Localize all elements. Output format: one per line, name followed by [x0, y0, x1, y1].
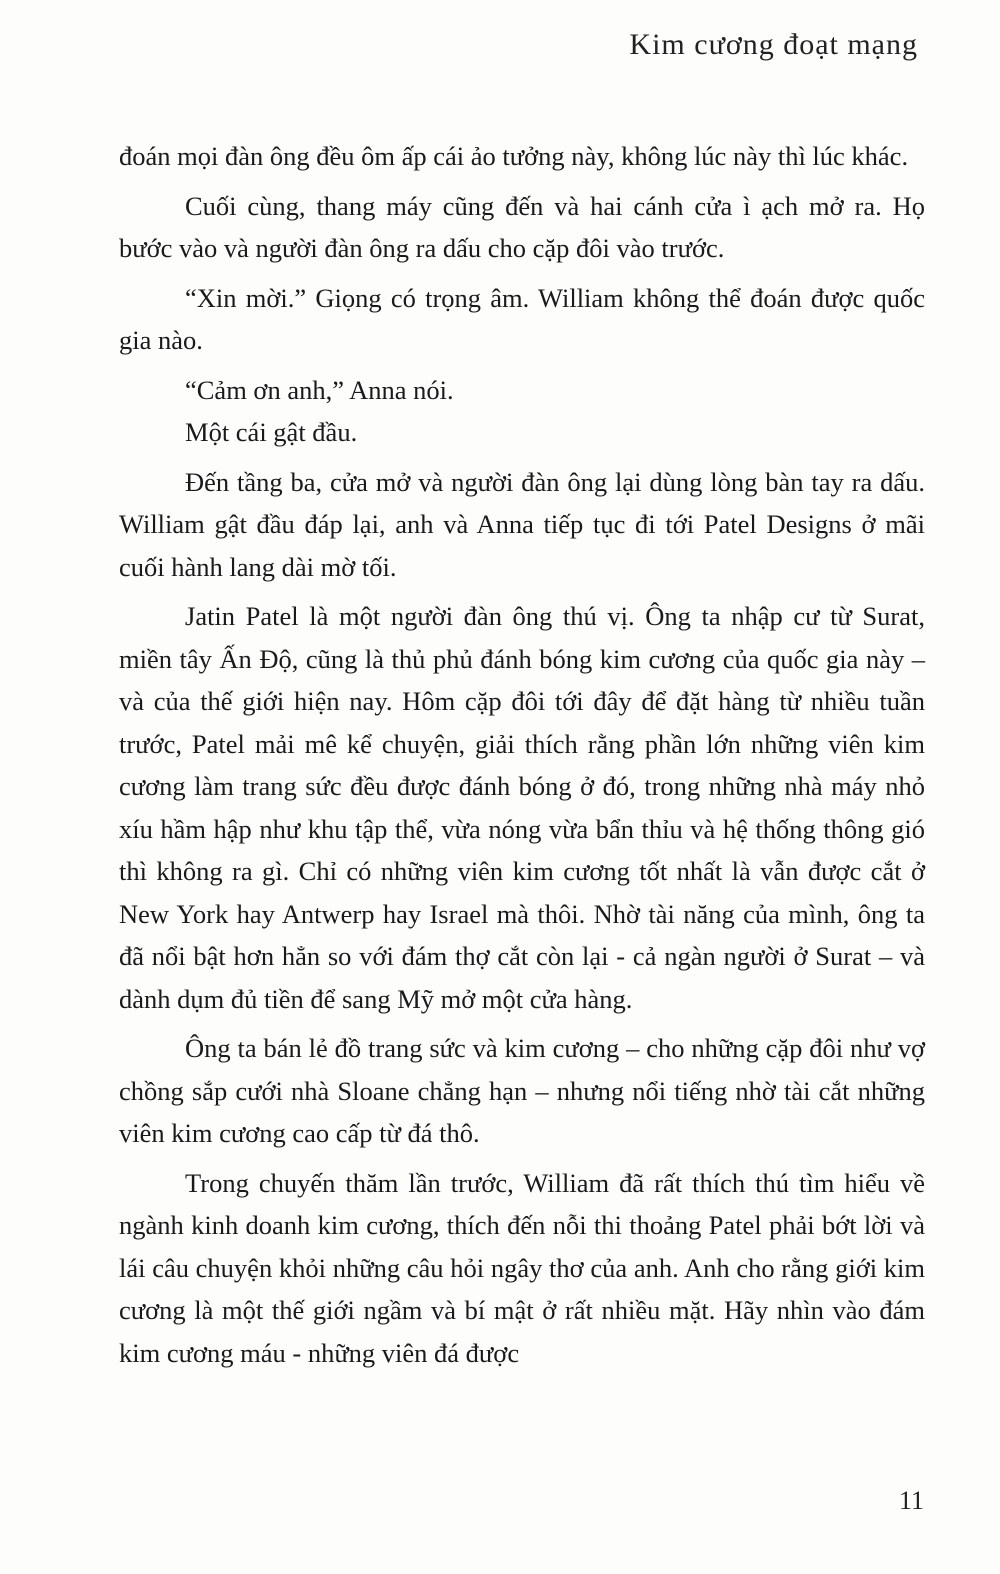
paragraph: đoán mọi đàn ông đều ôm ấp cái ảo tưởng này, không lúc này thì lúc khác. — [119, 141, 909, 171]
page-number: 11 — [898, 1486, 924, 1515]
paragraph: Đến tầng ba, cửa mở và người đàn ông lại dùng lòng bàn tay ra dấu. William gật đầu đáp lại, anh và Anna tiếp tục đi tới Patel Designs ở mãi cuối hành lang dài mờ tối. — [119, 466, 925, 582]
paragraph: “Xin mời.” Giọng có trọng âm. William không thể đoán được quốc gia nào. — [119, 282, 925, 355]
paragraph: Một cái gật đầu. — [185, 417, 358, 447]
paragraph: Cuối cùng, thang máy cũng đến và hai cánh cửa ì ạch mở ra. Họ bước vào và người đàn ông ra dấu cho cặp đôi vào trước. — [119, 190, 925, 263]
paragraph: Ông ta bán lẻ đồ trang sức và kim cương – cho những cặp đôi như vợ chồng sắp cưới nhà Sloane chẳng hạn – nhưng nổi tiếng nhờ tài cắt những viên kim cương cao cấp từ đá thô. — [119, 1033, 925, 1148]
paragraph: Jatin Patel là một người đàn ông thú vị. Ông ta nhập cư từ Surat, miền tây Ấn Độ, cũng là thủ phủ đánh bóng kim cương của quốc gia này – và của thế giới hiện nay. Hôm cặp đôi tới đây để đặt hàng từ nhiều tuần trước, Patel mải mê kể chuyện, giải thích rằng phần lớn những viên kim cương làm trang sức đều được đánh bóng ở đó, trong những nhà máy nhỏ xíu hầm hập như khu tập thể, vừa nóng vừa bẩn thỉu và hệ thống thông gió thì không ra gì. Chỉ có những viên kim cương tốt nhất là vẫn được cắt ở New York hay Antwerp hay Israel mà thôi. Nhờ tài năng của mình, ông ta đã nổi bật hơn hẳn so với đám thợ cắt còn lại - cả ngàn người ở Surat – và dành dụm đủ tiền để sang Mỹ mở một cửa hàng. — [119, 601, 925, 1014]
paragraph: “Cảm ơn anh,” Anna nói. — [185, 374, 454, 405]
running-title: Kim cương đoạt mạng — [629, 28, 918, 61]
paragraph: Trong chuyến thăm lần trước, William đã rất thích thú tìm hiểu về ngành kinh doanh kim cương, thích đến nỗi thi thoảng Patel phải bớt lời và lái câu chuyện khỏi những câu hỏi ngây thơ của anh. Anh cho rằng giới kim cương là một thế giới ngầm và bí mật ở rất nhiều mặt. Hãy nhìn vào đám kim cương máu - những viên đá được — [119, 1167, 925, 1368]
body-text — [119, 135, 925, 1374]
